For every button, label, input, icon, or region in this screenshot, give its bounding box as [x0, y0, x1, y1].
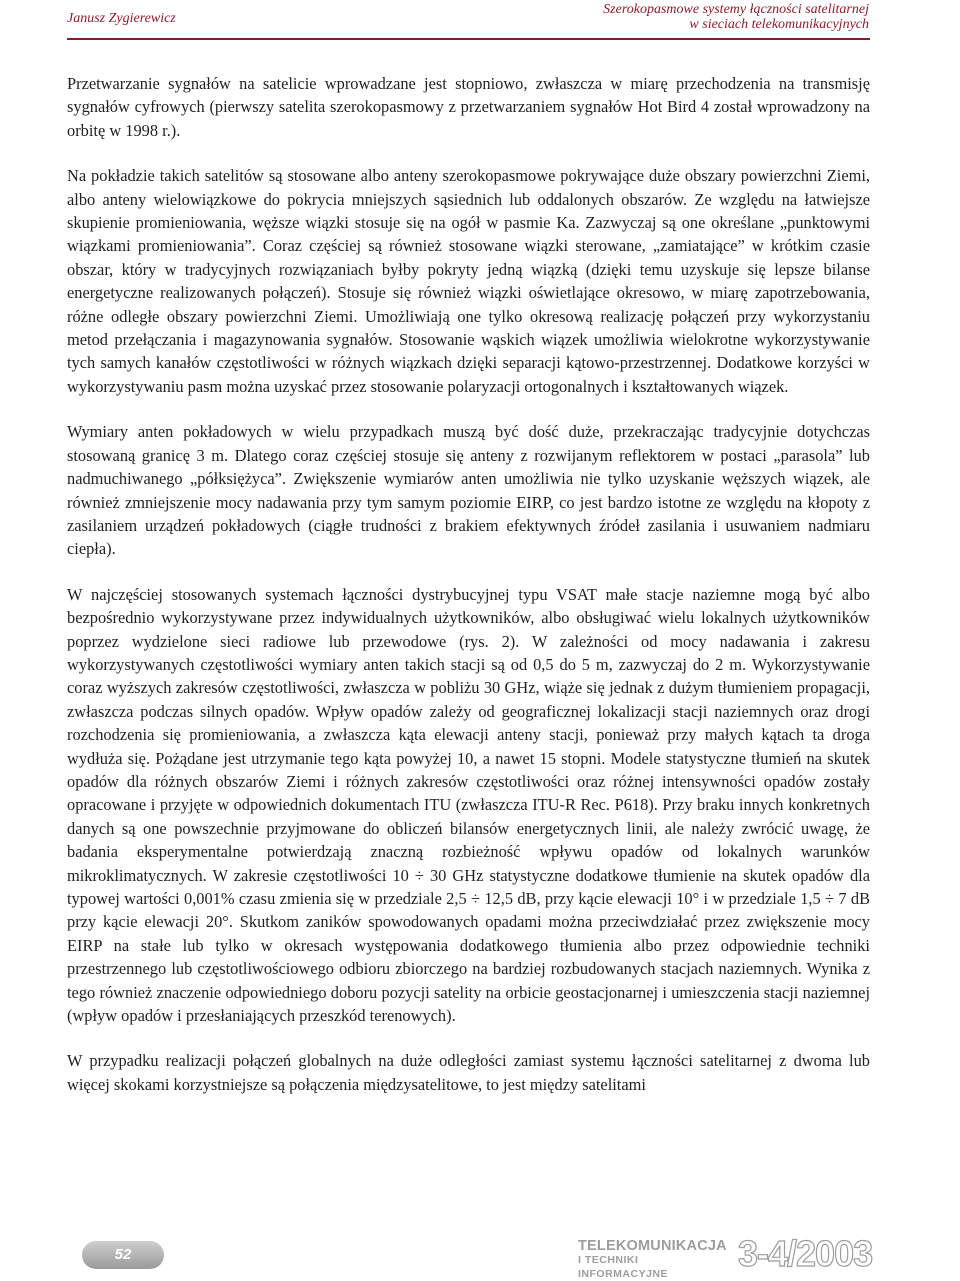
page-header: [0, 0, 960, 36]
paragraph-5: W przypadku realizacji połączeń globalnych na duże odległości zamiast systemu łączności satelitarnej z dwoma lub więcej skokami korzystniejsze są połączenia międzysatelitowe, to jest między satelitami: [67, 1051, 870, 1094]
header-author: Janusz Zygierewicz: [67, 11, 176, 26]
page-footer: [0, 1220, 960, 1280]
page-number-badge: 52: [82, 1241, 164, 1269]
header-title-line-1: Szerokopasmowe systemy łączności satelitarnej: [603, 2, 869, 17]
journal-name-line-1: TELEKOMUNIKACJA: [578, 1238, 727, 1254]
paragraph-4: W najczęściej stosowanych systemach łączności dystrybucyjnej typu VSAT małe stacje naziemne mogą być albo bezpośrednio wykorzystywane przez indywidualnych użytkowników, albo obsługiwać wielu lokalnych użytkowników poprzez wydzielone sieci radiowe lub przewodowe (rys. 2). W zależności od mocy nadawania i zakresu wykorzystywanych częstotliwości wymiary anten takich stacji są od 0,5 do 5 m, zazwyczaj do 2 m. Wykorzystywanie coraz wyższych zakresów częstotliwości, zwłaszcza w pobliżu 30 GHz, wiąże się jednak z dużym tłumieniem propagacji, zwłaszcza podczas silnych opadów. Wpływ opadów zależy od geograficznej lokalizacji stacji naziemnych oraz drogi rozchodzenia się promieniowania, a zwłaszcza kąta elewacji anteny stacji, ponieważ przy małych kątach ta droga wydłuża się. Pożądane jest utrzymanie tego kąta powyżej 10, a nawet 15 stopni. Modele statystyczne tłumień na skutek opadów dla różnych obszarów Ziemi i różnych zakresów częstotliwości oraz różnej intensywności opadów zostały opracowane i przyjęte w odpowiednich dokumentach ITU (zwłaszcza ITU-R Rec. P618). Przy braku innych konkretnych danych są one powszechnie przyjmowane do obliczeń bilansów energetycznych linii, ale należy zwrócić uwagę, że badania eksperymentalne potwierdzają znaczną rozbieżność wpływu opadów od lokalnych warunków mikroklimatycznych. W zakresie częstotliwości 10 ÷ 30 GHz statystyczne dodatkowe tłumienie na skutek opadów dla typowej wartości 0,001% czasu zmienia się w przedziale 2,5 ÷ 12,5 dB, przy kącie elewacji 10° i w przedziale 1,5 ÷ 7 dB przy kącie elewacji 20°. Skutkom zaników spowodowanych opadami można przeciwdziałać przez zwiększenie mocy EIRP na stałe lub tylko w okresach występowania dodatkowego tłumienia albo przez odpowiednie techniki przestrzennego lub częstotliwościowego odbioru zbiorczego na bardziej rozbudowanych stacjach naziemnych. Wynika z tego również znaczenie odpowiedniego doboru pozycji satelity na orbicie geostacjonarnej i umieszczenia stacji naziemnej (wpływ opadów i przesłaniających przeszkód terenowych).: [67, 584, 870, 1026]
journal-name-line-2: I TECHNIKI INFORMACYJNE: [578, 1254, 669, 1280]
header-article-title: [509, 2, 869, 32]
article-body: [67, 72, 870, 1118]
header-title-line-2: w sieciach telekomunikacyjnych: [689, 17, 869, 32]
issue-number: 3-4/2003: [738, 1233, 873, 1274]
paragraph-1: Przetwarzanie sygnałów na satelicie wprowadzane jest stopniowo, zwłaszcza w miarę przechodzenia na transmisję sygnałów cyfrowych (pierwszy satelita szerokopasmowy z przetwarzaniem sygnałów Hot Bird 4 został wprowadzony na orbitę w 1998 r.).: [67, 74, 870, 140]
journal-name: [578, 1239, 728, 1281]
header-divider: [67, 38, 870, 40]
paragraph-3: Wymiary anten pokładowych w wielu przypadkach muszą być dość duże, przekraczając tradycyjnie dotychczas stosowaną granicę 3 m. Dlatego coraz częściej stosuje się anteny z rozwijanym reflektorem w postaci „parasola” lub nadmuchiwanego „półksiężyca”. Zwiększenie wymiarów anten umożliwia nie tylko uzyskanie węższych wiązek, ale również zmniejszenie mocy nadawania przy tym samym poziomie EIRP, co jest bardzo istotne ze względu na kłopoty z zasilaniem urządzeń pokładowych (ciągłe trudności z brakiem efektywnych źródeł zasilania i usuwaniem nadmiaru ciepła).: [67, 422, 870, 559]
paragraph-2: Na pokładzie takich satelitów są stosowane albo anteny szerokopasmowe pokrywające duże obszary powierzchni Ziemi, albo anteny wielowiązkowe do pokrycia mniejszych sąsiednich lub oddalonych obszarów. Ze względu na łatwiejsze skupienie promieniowania, węższe wiązki stosuje się na ogół w pasmie Ka. Zazwyczaj są one określane „punktowymi wiązkami promieniowania”. Coraz częściej są również stosowane wiązki sterowane, „zamiatające” w krótkim czasie obszar, który w tradycyjnych rozwiązaniach byłby pokryty jedną wiązką (dzięki temu uzyskuje się lepsze bilanse energetyczne realizowanych połączeń). Stosuje się również wiązki oświetlające okresowo, w miarę zapotrzebowania, różne odległe obszary powierzchni Ziemi. Umożliwiają one tylko okresową realizację połączeń przy wykorzystaniu metod przełączania i magazynowania sygnałów. Stosowanie wąskich wiązek umożliwia wielokrotne wykorzystywanie tych samych kanałów częstotliwości w różnych wiązkach dzięki separacji kątowo-przestrzennej. Dodatkowe korzyści w wykorzystywaniu pasm można uzyskać przez stosowanie polaryzacji ortogonalnych i kształtowanych wiązek.: [67, 166, 870, 396]
